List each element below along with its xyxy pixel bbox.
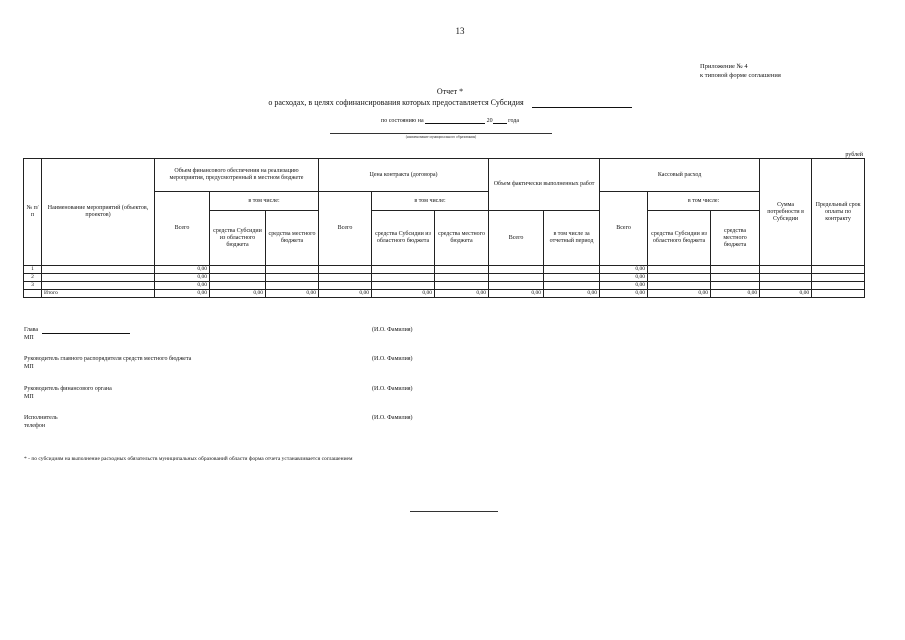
- cell-contract-total: [319, 282, 372, 290]
- total-label: Итого: [42, 290, 155, 298]
- total-row: [24, 290, 865, 298]
- header-cash-regional: средства Субсидии из областного бюджета: [648, 211, 711, 266]
- total-cash-total: 0,00: [600, 290, 648, 298]
- row-name: [42, 274, 155, 282]
- cell-deadline: [812, 282, 865, 290]
- cell-actual-total: [489, 274, 544, 282]
- row-num: 3: [24, 282, 42, 290]
- budget-manager-mp: МП: [24, 364, 34, 370]
- cell-cash-regional: [648, 266, 711, 274]
- cell-cash-local: [711, 274, 760, 282]
- subsidy-name-blank: [532, 99, 632, 108]
- cell-cash-regional: [648, 274, 711, 282]
- total-actual-period: 0,00: [544, 290, 600, 298]
- cell-contract-local: [435, 266, 489, 274]
- cell-deadline: [812, 274, 865, 282]
- header-name: Наименование мероприятий (объектов, проектов): [42, 159, 155, 266]
- cell-need: [760, 266, 812, 274]
- executor-label: Исполнитель: [24, 415, 58, 421]
- header-cash-local: средства местного бюджета: [711, 211, 760, 266]
- header-contract-total: Всего: [319, 192, 372, 266]
- report-subtitle-row: [150, 97, 750, 108]
- cell-need: [760, 274, 812, 282]
- row-name: [42, 282, 155, 290]
- total-contract-total: 0,00: [319, 290, 372, 298]
- header-contract-including: в том числе:: [372, 192, 489, 211]
- total-funding-local: 0,00: [266, 290, 319, 298]
- cell-actual-total: [489, 282, 544, 290]
- cell-contract-regional: [372, 282, 435, 290]
- cell-funding-total: 0,00: [155, 266, 210, 274]
- currency-unit: рублей: [845, 152, 863, 158]
- cell-funding-total: 0,00: [155, 274, 210, 282]
- executor-phone: телефон: [24, 423, 46, 429]
- appendix-note: [700, 62, 890, 80]
- finance-head-fio: (И.О. Фамилия): [372, 386, 413, 392]
- total-funding-total: 0,00: [155, 290, 210, 298]
- bottom-rule: [410, 511, 498, 512]
- total-funding-regional: 0,00: [210, 290, 266, 298]
- report-date-line: [200, 117, 700, 124]
- budget-manager-label: Руководитель главного распорядителя средств местного бюджета: [24, 356, 192, 362]
- report-table: [23, 158, 865, 298]
- total-cash-regional: 0,00: [648, 290, 711, 298]
- header-funding-group: Объем финансового обеспечения на реализацию мероприятия, предусмотренный в местном бюджете: [155, 159, 319, 192]
- cell-contract-regional: [372, 266, 435, 274]
- executor-fio: (И.О. Фамилия): [372, 415, 413, 421]
- head-mp: МП: [24, 335, 34, 341]
- header-deadline: Предельный срок оплаты по контракту: [812, 159, 865, 266]
- table-row: [24, 266, 865, 274]
- header-need: Сумма потребности в Субсидии: [760, 159, 812, 266]
- cell-funding-local: [266, 282, 319, 290]
- date-blank: [425, 117, 485, 124]
- cell-actual-total: [489, 266, 544, 274]
- municipality-caption: (наименование муниципального образования): [330, 133, 552, 139]
- head-signature-blank: [42, 327, 130, 334]
- cell-cash-total: 0,00: [600, 266, 648, 274]
- report-title: [150, 86, 750, 108]
- finance-head-mp: МП: [24, 394, 34, 400]
- cell-funding-regional: [210, 274, 266, 282]
- total-contract-local: 0,00: [435, 290, 489, 298]
- row-num: 2: [24, 274, 42, 282]
- appendix-line-2: к типовой форме соглашения: [700, 72, 781, 79]
- year-blank: [493, 117, 507, 124]
- cell-actual-period: [544, 282, 600, 290]
- report-subtitle: о расходах, в целях софинансирования которых предоставляется Субсидия: [268, 98, 524, 107]
- header-funding-including: в том числе:: [210, 192, 319, 211]
- cell-funding-local: [266, 274, 319, 282]
- table-row: [24, 274, 865, 282]
- cell-deadline: [812, 266, 865, 274]
- cell-contract-regional: [372, 274, 435, 282]
- cell-cash-local: [711, 282, 760, 290]
- footnote: * - по субсидиям на выполнение расходных обязательств муниципальных образований области форма отчета устанавливается соглашением: [24, 456, 353, 462]
- page-number: 13: [455, 26, 465, 36]
- header-contract-local: средства местного бюджета: [435, 211, 489, 266]
- cell-contract-local: [435, 282, 489, 290]
- status-prefix: по состоянию на: [380, 118, 424, 124]
- cell-cash-total: 0,00: [600, 274, 648, 282]
- header-num: № п/п: [24, 159, 42, 266]
- header-contract-group: Цена контракта (договора): [319, 159, 489, 192]
- budget-manager-fio: (И.О. Фамилия): [372, 356, 413, 362]
- total-num: [24, 290, 42, 298]
- header-funding-total: Всего: [155, 192, 210, 266]
- report-heading: Отчет *: [436, 87, 464, 96]
- cell-contract-total: [319, 266, 372, 274]
- total-deadline: [812, 290, 865, 298]
- cell-funding-local: [266, 266, 319, 274]
- row-name: [42, 266, 155, 274]
- cell-actual-period: [544, 274, 600, 282]
- header-cash-group: Кассовый расход: [600, 159, 760, 192]
- table-row: [24, 282, 865, 290]
- cell-funding-regional: [210, 266, 266, 274]
- head-fio: (И.О. Фамилия): [372, 327, 413, 333]
- header-actual-period: в том числе за отчетный период: [544, 211, 600, 266]
- header-funding-regional: средства Субсидии из областного бюджета: [210, 211, 266, 266]
- head-label: Глава: [24, 327, 39, 333]
- appendix-line-1: Приложение № 4: [700, 63, 748, 70]
- header-funding-local: средства местного бюджета: [266, 211, 319, 266]
- header-cash-including: в том числе:: [648, 192, 760, 211]
- header-actual-group: Объем фактически выполненных работ: [489, 159, 600, 211]
- total-actual-total: 0,00: [489, 290, 544, 298]
- header-contract-regional: средства Субсидии из областного бюджета: [372, 211, 435, 266]
- cell-actual-period: [544, 266, 600, 274]
- cell-contract-total: [319, 274, 372, 282]
- cell-cash-local: [711, 266, 760, 274]
- cell-need: [760, 282, 812, 290]
- total-need: 0,00: [760, 290, 812, 298]
- finance-head-label: Руководитель финансового органа: [24, 386, 112, 392]
- header-actual-total: Всего: [489, 211, 544, 266]
- cell-contract-local: [435, 274, 489, 282]
- status-suffix: года: [508, 118, 519, 124]
- header-cash-total: Всего: [600, 192, 648, 266]
- cell-cash-regional: [648, 282, 711, 290]
- cell-cash-total: 0,00: [600, 282, 648, 290]
- cell-funding-regional: [210, 282, 266, 290]
- cell-funding-total: 0,00: [155, 282, 210, 290]
- total-contract-regional: 0,00: [372, 290, 435, 298]
- total-cash-local: 0,00: [711, 290, 760, 298]
- status-year: 20: [486, 118, 493, 124]
- row-num: 1: [24, 266, 42, 274]
